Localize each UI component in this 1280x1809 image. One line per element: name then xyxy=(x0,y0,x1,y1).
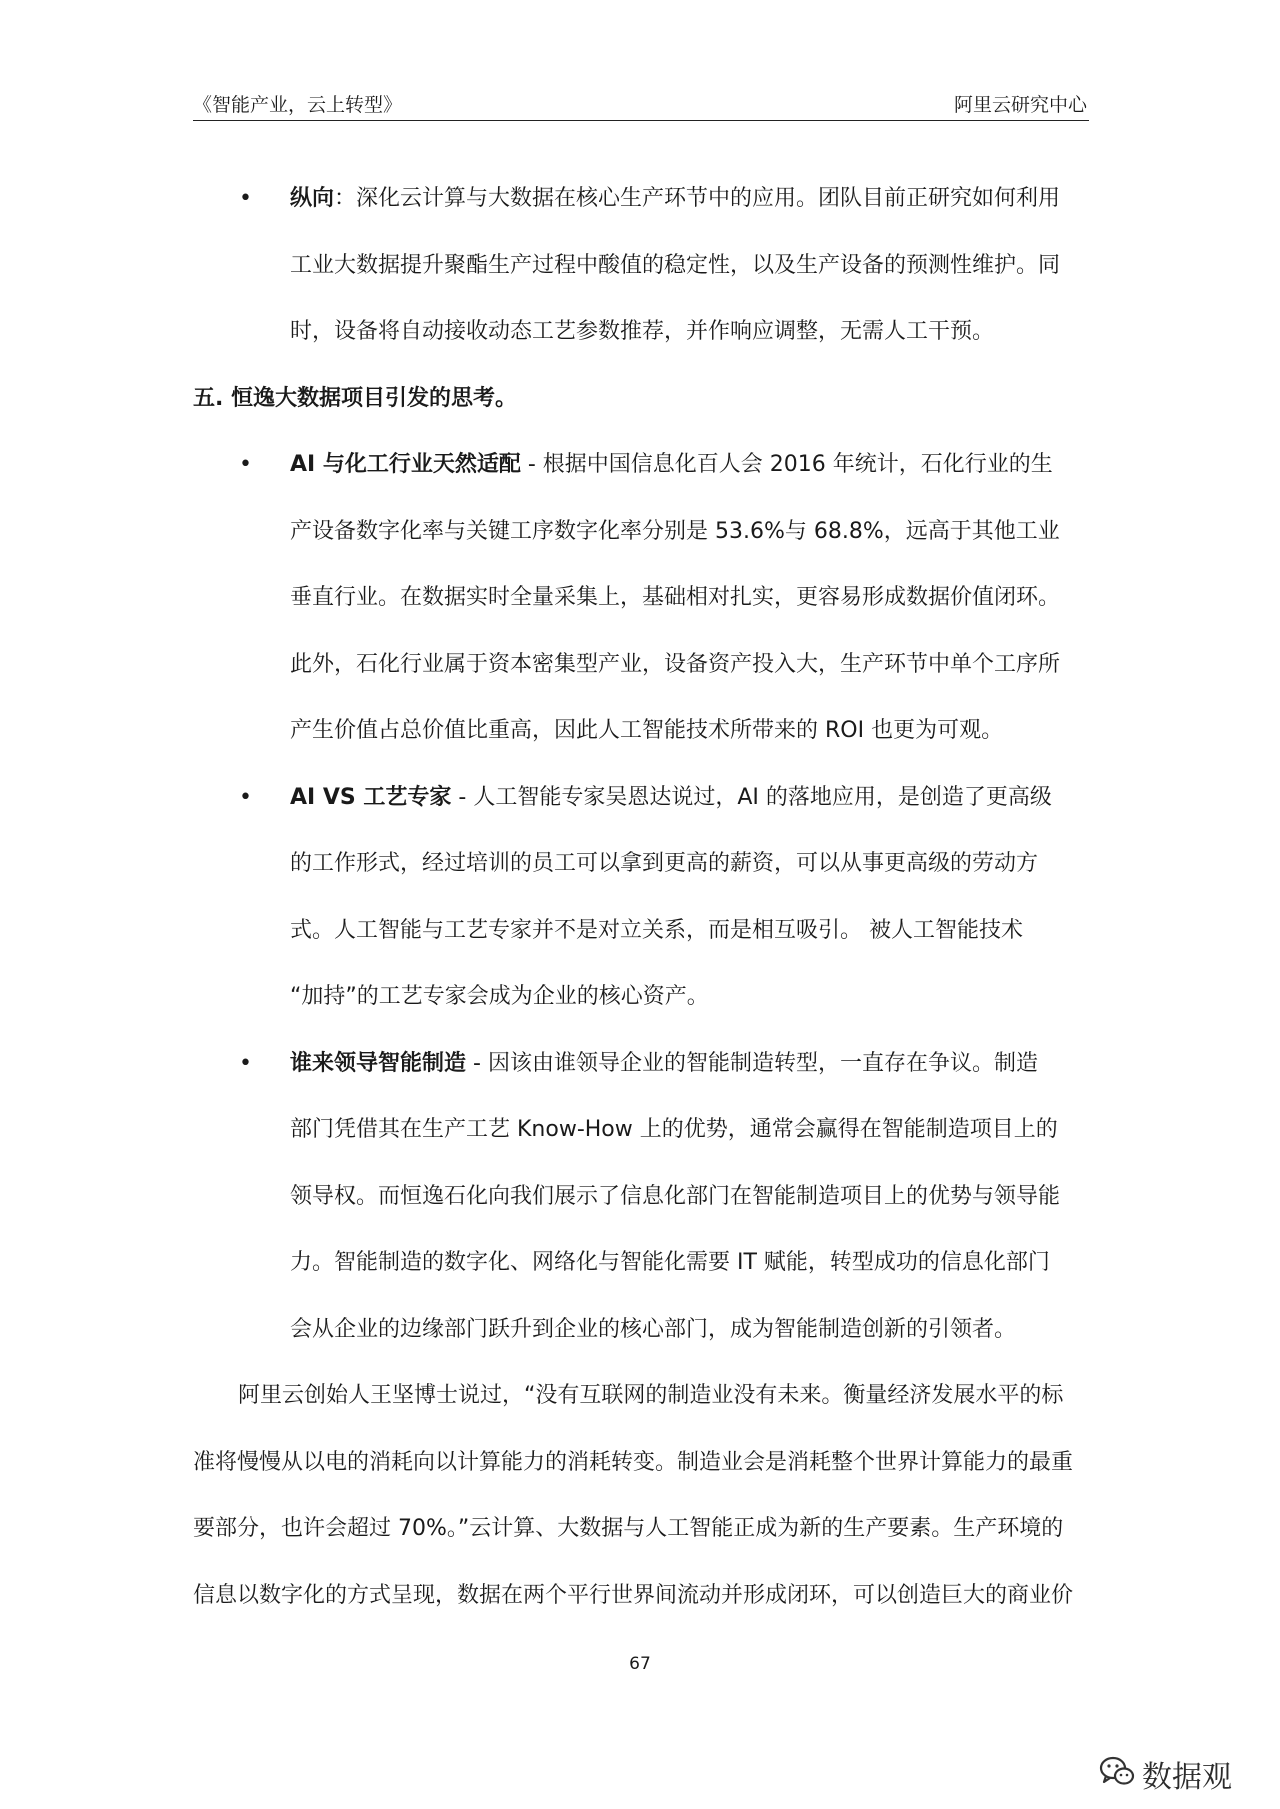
bullet-line: 工业大数据提升聚酯生产过程中酸值的稳定性，以及生产设备的预测性维护。同 xyxy=(290,252,1061,278)
bullet-text: - 根据中国信息化百人会 2016 年统计，石化行业的生 xyxy=(520,452,1053,477)
bullet-dot: • xyxy=(239,1050,252,1076)
closing-paragraph xyxy=(193,1363,1089,1629)
bullet-title: AI VS 工艺专家 xyxy=(290,784,452,810)
body-text xyxy=(193,166,1089,1629)
bullet-line xyxy=(290,1031,1089,1098)
paragraph-line: 准将慢慢从以电的消耗向以计算能力的消耗转变。制造业会是消耗整个世界计算能力的最重 xyxy=(193,1449,1074,1475)
bullet-line xyxy=(290,166,1089,233)
bullet-text: - 因该由谁领导企业的智能制造转型，一直存在争议。制造 xyxy=(466,1050,1038,1076)
bullet-line: 领导权。而恒逸石化向我们展示了信息化部门在智能制造项目上的优势与领导能 xyxy=(290,1183,1061,1209)
bullet-dot: • xyxy=(239,784,252,810)
bullet-text: ：深化云计算与大数据在核心生产环节中的应用。团队目前正研究如何利用 xyxy=(334,186,1061,211)
bullet-item-ai-chemical xyxy=(193,432,1089,765)
bullet-dot: • xyxy=(239,186,252,211)
bullet-item-who-leads xyxy=(193,1031,1089,1364)
bullet-line: 式。人工智能与工艺专家并不是对立关系，而是相互吸引。 被人工智能技术 xyxy=(290,917,1023,943)
bullet-line: 力。智能制造的数字化、网络化与智能化需要 IT 赋能，转型成功的信息化部门 xyxy=(290,1250,1050,1275)
bullet-line: 产生价值占总价值比重高，因此人工智能技术所带来的 ROI 也更为可观。 xyxy=(290,718,1004,743)
bullet-line xyxy=(290,432,1089,499)
section-heading: 五. 恒逸大数据项目引发的思考。 xyxy=(193,385,518,411)
paragraph-line: 要部分，也许会超过 70%。”云计算、大数据与人工智能正成为新的生产要素。生产环境的 xyxy=(193,1516,1064,1541)
watermark xyxy=(1098,1752,1248,1794)
bullet-line: 产设备数字化率与关键工序数字化率分别是 53.6%与 68.8%，远高于其他工业 xyxy=(290,518,1060,544)
bullet-line: 会从企业的边缘部门跃升到企业的核心部门，成为智能制造创新的引领者。 xyxy=(290,1316,1017,1342)
bullet-line: 的工作形式，经过培训的员工可以拿到更高的薪资，可以从事更高级的劳动方 xyxy=(290,851,1039,876)
paragraph-line: 信息以数字化的方式呈现，数据在两个平行世界间流动并形成闭环，可以创造巨大的商业价 xyxy=(193,1582,1074,1608)
bullet-text: - 人工智能专家吴恩达说过，AI 的落地应用，是创造了更高级 xyxy=(451,784,1052,810)
bullet-line: 时，设备将自动接收动态工艺参数推荐，并作响应调整，无需人工干预。 xyxy=(290,319,995,344)
bullet-line: 此外，石化行业属于资本密集型产业，设备资产投入大，生产环节中单个工序所 xyxy=(290,651,1061,677)
paragraph-line: 阿里云创始人王坚博士说过，“没有互联网的制造业没有未来。衡量经济发展水平的标 xyxy=(238,1383,1064,1408)
watermark-text: 数据观 xyxy=(1142,1760,1232,1795)
bullet-item-vertical xyxy=(193,166,1089,366)
bullet-item-ai-vs-expert xyxy=(193,765,1089,1031)
wechat-icon xyxy=(1098,1754,1136,1798)
bullet-title: AI 与化工行业天然适配 xyxy=(290,452,521,477)
bullet-line: 垂直行业。在数据实时全量采集上，基础相对扎实，更容易形成数据价值闭环。 xyxy=(290,585,1061,610)
bullet-line: 部门凭借其在生产工艺 Know-How 上的优势，通常会赢得在智能制造项目上的 xyxy=(290,1117,1058,1142)
bullet-line xyxy=(290,765,1089,832)
header-organization: 阿里云研究中心 xyxy=(953,94,1087,116)
header-book-title: 《智能产业，云上转型》 xyxy=(193,94,403,116)
bullet-dot: • xyxy=(239,452,252,477)
bullet-line: “加持”的工艺专家会成为企业的核心资产。 xyxy=(290,984,709,1009)
page-number: 67 xyxy=(629,1654,651,1674)
bullet-title: 谁来领导智能制造 xyxy=(290,1050,467,1076)
bullet-title: 纵向 xyxy=(290,186,335,211)
page-header xyxy=(193,86,1089,121)
